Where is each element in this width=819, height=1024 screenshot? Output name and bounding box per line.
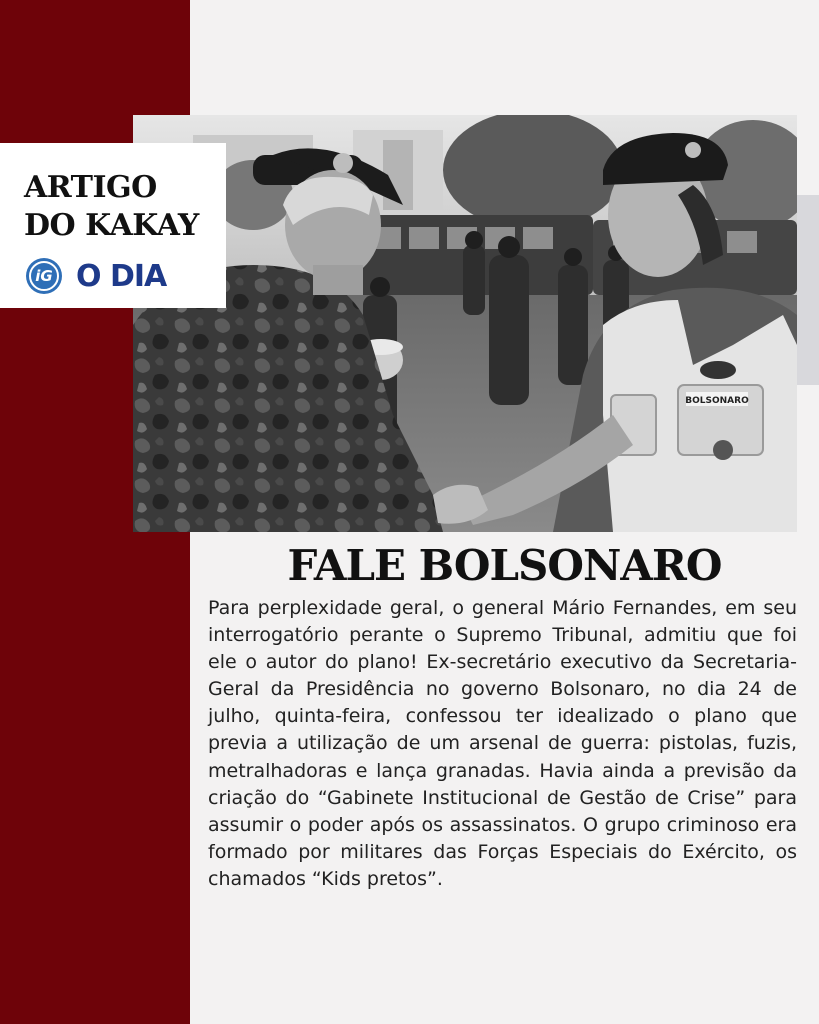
- column-title-line2: DO KAKAY: [24, 208, 199, 243]
- publisher-name: O DIA: [76, 258, 167, 294]
- article-photo: [133, 115, 797, 532]
- column-title: [24, 169, 224, 245]
- article-body: Para perplexidade geral, o general Mário Fernandes, em seu interrogatório perante o Supremo Tribunal, admitiu que foi ele o autor do plano! Ex-secretário executivo da Secretaria-Geral da Presidência no governo Bolsonaro, no dia 24 de julho, quinta-feira, confessou ter idealizado o plano que previa a utilização de um arsenal de guerra: pistolas, fuzis, metralhadoras e lança granadas. Havia ainda a previsão da criação do “Gabinete Institucional de Gestão de Crise” para assumir o poder após os assassinatos. O grupo criminoso era formado por militares das Forças Especiais do Exército, os chamados “Kids pretos”.: [208, 597, 797, 890]
- column-label-card: [0, 143, 226, 308]
- ig-logo-icon: [26, 258, 62, 294]
- vest-name-tag: BOLSONARO: [685, 396, 749, 406]
- article-headline: FALE BOLSONARO: [287, 541, 722, 590]
- right-accent-strip: [797, 195, 819, 385]
- column-title-line1: ARTIGO: [24, 170, 157, 205]
- ig-logo-text: iG: [35, 267, 53, 285]
- publisher-brand: [26, 256, 166, 296]
